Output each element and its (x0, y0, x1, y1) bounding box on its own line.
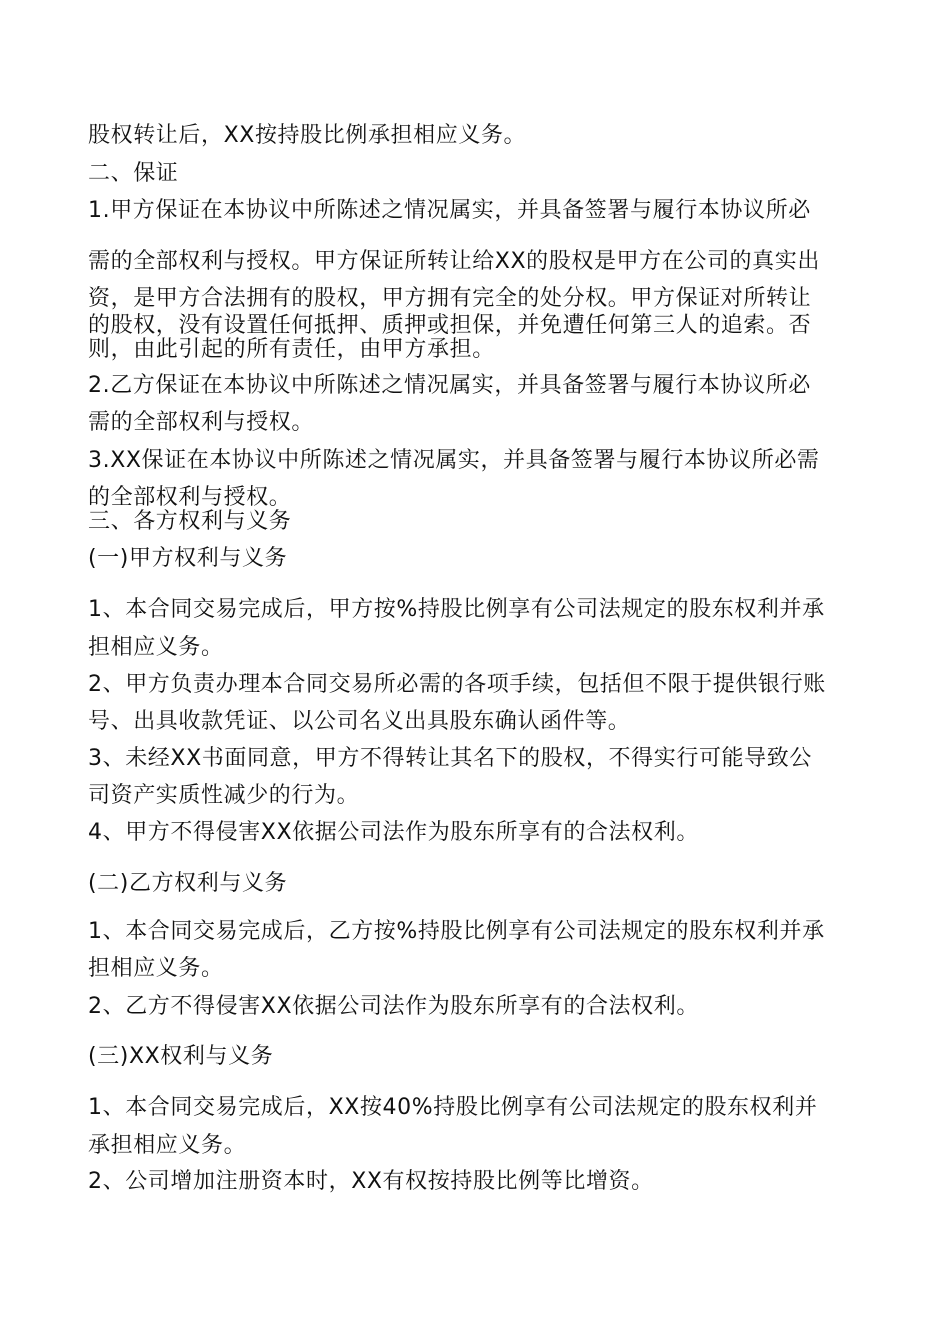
paragraph-line: 则，由此引起的所有责任，由甲方承担。 (88, 337, 495, 362)
paragraph-line: 号、出具收款凭证、以公司名义出具股东确认函件等。 (88, 709, 631, 734)
paragraph-line: 1、本合同交易完成后，XX按40%持股比例享有公司法规定的股东权利并 (88, 1095, 818, 1120)
paragraph-line: 资，是甲方合法拥有的股权，甲方拥有完全的处分权。甲方保证对所转让 (88, 286, 812, 311)
paragraph-line: 担相应义务。 (88, 956, 224, 981)
paragraph-line: 承担相应义务。 (88, 1133, 247, 1158)
paragraph-line: 2、公司增加注册资本时，XX有权按持股比例等比增资。 (88, 1169, 654, 1194)
paragraph-line: 的全部权利与授权。 (88, 485, 292, 510)
section-heading: 三、各方权利与义务 (88, 509, 292, 534)
paragraph-line: 3、未经XX书面同意，甲方不得转让其名下的股权，不得实行可能导致公 (88, 746, 812, 771)
paragraph-line: 担相应义务。 (88, 635, 224, 660)
paragraph-line: 需的全部权利与授权。甲方保证所转让给XX的股权是甲方在公司的真实出 (88, 249, 820, 274)
paragraph-line: 3.XX保证在本协议中所陈述之情况属实，并具备签署与履行本协议所必需 (88, 448, 820, 473)
paragraph-line: 1、本合同交易完成后，乙方按%持股比例享有公司法规定的股东权利并承 (88, 919, 825, 944)
paragraph-line: 需的全部权利与授权。 (88, 410, 315, 435)
paragraph-line: 2、乙方不得侵害XX依据公司法作为股东所享有的合法权利。 (88, 994, 699, 1019)
paragraph-line: 1.甲方保证在本协议中所陈述之情况属实，并具备签署与履行本协议所必 (88, 198, 811, 223)
paragraph-line: 2、甲方负责办理本合同交易所必需的各项手续，包括但不限于提供银行账 (88, 672, 826, 697)
paragraph-line: 4、甲方不得侵害XX依据公司法作为股东所享有的合法权利。 (88, 820, 699, 845)
subsection-heading: (一)甲方权利与义务 (88, 546, 288, 571)
paragraph-line: 股权转让后，XX按持股比例承担相应义务。 (88, 123, 527, 148)
paragraph-line: 的股权，没有设置任何抵押、质押或担保，并免遭任何第三人的追索。否 (88, 313, 812, 338)
paragraph-line: 2.乙方保证在本协议中所陈述之情况属实，并具备签署与履行本协议所必 (88, 373, 811, 398)
section-heading: 二、保证 (88, 161, 179, 186)
paragraph-line: 司资产实质性减少的行为。 (88, 783, 360, 808)
paragraph-line: 1、本合同交易完成后，甲方按%持股比例享有公司法规定的股东权利并承 (88, 597, 825, 622)
subsection-heading: (二)乙方权利与义务 (88, 871, 288, 896)
subsection-heading: (三)XX权利与义务 (88, 1044, 274, 1069)
